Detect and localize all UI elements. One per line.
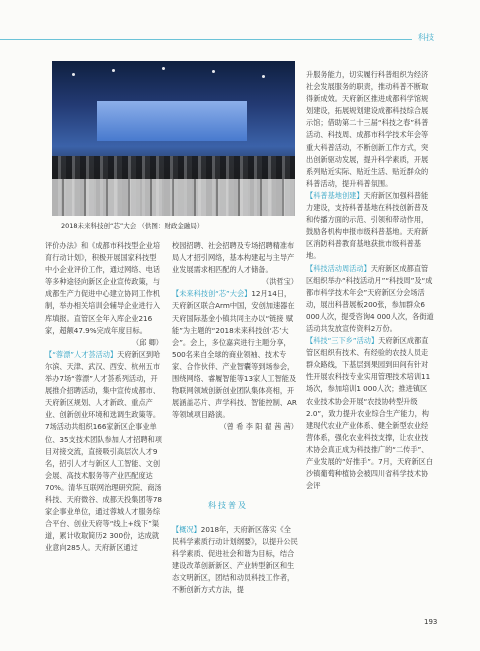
paragraph: 升服务能力，切实履行科普组织为经济社会发展服务的职责，推动科普不断取得新成效。天府新区推进成都科学馆规划建设，拓展规划建设成都科技综合展示馆；借助第二十三届“科技之春”科普活动、科技周、成都市科学技术年会等重大科普活动，不断创新工作方式，突出创新驱动发展，提升科学素质，开展系列贴近实际、贴近生活、贴近群众的科普活动，提升科普氛围。 (306, 70, 429, 188)
column-2 (172, 240, 298, 434)
stage-screen (97, 101, 247, 141)
paragraph (306, 335, 434, 492)
chairs (52, 179, 295, 216)
section-tag: 【科普基地创建】 (306, 190, 364, 200)
conference-photo (52, 61, 295, 216)
paragraph-text: 12月14日，天府新区联合Arm中国，安创加速器在天府国际基金小镇共同主办以“链接 赋能”为主题的“2018未来科技创‘芯’大会”。会上，多位嘉宾进行主题分享，500名来自全球的商业领袖、技术专家、合作伙伴、产业智囊等到场参会，围绕网络、睿履智能等13家人工智能及物联网领域创新创业团队集体亮相，开展涵盖芯片、声学科技、智能控制、AR等领域项目路演。 (172, 289, 297, 420)
author-sign: （洪哲宝） (262, 277, 298, 287)
section-tag: 【“蓉漂”人才荟活动】 (45, 349, 118, 359)
paragraph (172, 524, 298, 597)
paragraph (306, 190, 434, 263)
paragraph-text: 天府新区成都直管区组织举办“科技活动月”“科技周”及“成都市科学技术年会”天府新区分会场活动，展出科普展板200张，参加群众6 000人次，提受咨询4 000人次，各街道活动共发放宣传资料2万份。 (306, 263, 434, 333)
section-tag: 【科技活动周活动】 (306, 263, 371, 273)
paragraph (306, 263, 434, 336)
ceiling-light (262, 75, 265, 78)
ceiling-light (212, 70, 215, 73)
paragraph-text: 天府新区到哈尔滨、天津、武汉、西安、杭州五市举办7场“蓉漂”人才荟系列活动，开展推介招聘活动，集中宣传成都市、天府新区规划、人才新政、重点产业、创新创业环境和选调生政策等。7场活动共组织166家新区企事业单位、35支技术团队参加人才招聘和项目对接交流，直接吸引高层次人才9名，招引人才与新区人工智能、文创会展、高技术服务等产业匹配度达70%。清华互联网治理研究院、商汤科技、天府微谷、成都天投集团等78家企事业单位，通过蓉城人才服务综合平台、创业天府等“线上+线下”渠道，累计收取简历2 300份，达成就业意向285人。天府新区通过 (45, 349, 162, 553)
paragraph-text: 天府新区成都直管区组织有技术、有经验的农技人员走群众路线，下基层到果园到田间有针对性开展农科技专业实用管理技术培训11场次，参加培训1 000人次；推进镇区农业技术协会开展“农技协转型升级2.0”，致力提升农业综合生产能力，构建现代农业产业体系、健全新型农业经营体系，强化农业科技支撑，让农业技术协会真正成为科技推广的“二传手”、产业发展的“好推手”。7月，天府新区白沙镇葡萄种植协会被四川省科学技术协会评 (306, 336, 434, 491)
page-number: 193 (424, 618, 438, 626)
author-sign: （曾 希 李 阳 翟 茜 茜） (219, 422, 298, 432)
author-sign: （邱 卿） (131, 337, 163, 347)
photo-caption: 2018未来科技创“芯”大会 （供图：财政金融局） (61, 222, 204, 230)
section-title: 科技普及 (208, 501, 248, 510)
paragraph-text: 2018年，天府新区落实《全民科学素质行动计划纲要》，以提升公民科学素质、促进社会和谐为目标，结合建设改革创新新区、产业转型新区和生态文明新区，团结和动员科技工作者，不断创新方式方法，提 (172, 525, 298, 595)
section-label: 科技 (418, 33, 434, 42)
paragraph: 评价办法》和《成都市科技型企业培育行动计划》，积极开展国家科技型中小企业评价工作，通过网络、电话等多种途径向新区企业宣传政策，与成都生产力促进中心建立协同工作机制，举办相关培训会辅导企业进行入库填报。直管区全年入库企业216家，超额47.9%完成年度目标。 (45, 241, 161, 335)
section-tag: 【科技“三下乡”活动】 (306, 336, 379, 346)
ceiling-light (112, 69, 115, 72)
ceiling-light (72, 73, 75, 76)
section-tag: 【未来科技创“芯”大会】 (172, 289, 252, 299)
header-rule (0, 39, 412, 40)
column-3 (306, 69, 434, 492)
paragraph (45, 349, 163, 555)
ceiling-light (162, 67, 165, 70)
column-2-lower (172, 524, 298, 597)
section-tag: 【概况】 (172, 525, 201, 534)
paragraph (172, 288, 298, 421)
column-1 (45, 240, 163, 554)
paragraph: 校园招聘、社会招聘及专场招聘精准布局人才招引网络，基本构建起与主导产业发展需求相匹配的人才储备。 (172, 241, 295, 275)
paragraph-text: 天府新区加强科普能力建设，支持科普基地在科技创新普及和传播方面的示范、引领和带动作用，鼓励各机构申报市级科普基地。天府新区消防科普教育基地获批市级科普基地。 (306, 190, 429, 261)
